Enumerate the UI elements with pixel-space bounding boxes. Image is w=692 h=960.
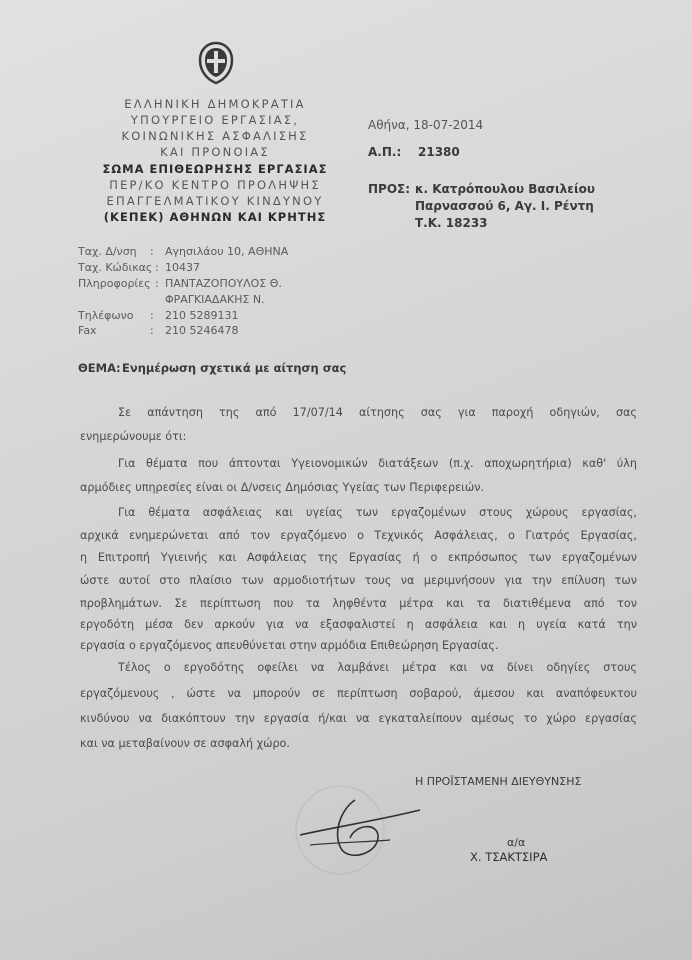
- body-line: Τέλος ο εργοδότης οφείλει να λαμβάνει μέτρα και να δίνει οδηγίες στους: [118, 661, 637, 674]
- header-line: ΚΟΙΝΩΝΙΚΗΣ ΑΣΦΑΛΙΣΗΣ: [121, 129, 309, 143]
- contact-value: 210 5246478: [165, 324, 239, 337]
- subject-label: ΘΕΜΑ:: [78, 361, 121, 375]
- contact-sep: :: [150, 309, 154, 322]
- recipient-address: Παρνασσού 6, Αγ. Ι. Ρέντη: [415, 199, 594, 213]
- greek-coat-of-arms-emblem: [194, 40, 238, 86]
- contact-value: ΠΑΝΤΑΖΟΠΟΥΛΟΣ Θ.: [165, 277, 282, 290]
- contact-value: 210 5289131: [165, 309, 239, 322]
- document-date: Αθήνα, 18-07-2014: [368, 118, 484, 132]
- contact-sep: :: [155, 261, 159, 274]
- signatory-title: Η ΠΡΟΪΣΤΑΜΕΝΗ ΔΙΕΥΘΥΝΣΗΣ: [415, 775, 582, 788]
- header-line: ΕΠΑΓΓΕΛΜΑΤΙΚΟΥ ΚΙΝΔΥΝΟΥ: [106, 194, 324, 208]
- body-line: Σε απάντηση της από 17/07/14 αίτησης σας για παροχή οδηγιών, σας: [118, 406, 637, 419]
- body-line: ενημερώνουμε ότι:: [80, 430, 187, 443]
- recipient-postcode: Τ.Κ. 18233: [415, 216, 488, 230]
- body-line: Για θέματα ασφάλειας και υγείας των εργαζομένων στους χώρους εργασίας,: [118, 506, 637, 519]
- contact-label: Πληροφορίες: [78, 277, 151, 290]
- body-line: ώστε αυτοί στο πλαίσιο των αρμοδιοτήτων τους να μεριμνήσουν για την επίλυση των: [80, 574, 637, 587]
- ref-number: 21380: [418, 145, 460, 159]
- header-line: ΠΕΡ/ΚΟ ΚΕΝΤΡΟ ΠΡΟΛΗΨΗΣ: [109, 178, 321, 192]
- header-line: ΣΩΜΑ ΕΠΙΘΕΩΡΗΣΗΣ ΕΡΓΑΣΙΑΣ: [102, 162, 328, 176]
- header-line: ΕΛΛΗΝΙΚΗ ΔΗΜΟΚΡΑΤΙΑ: [124, 97, 306, 111]
- recipient-label: ΠΡΟΣ:: [368, 182, 411, 196]
- body-line: Για θέματα που άπτονται Υγειονομικών διατάξεων (π.χ. αποχωρητήρια) καθ' ύλη: [118, 457, 637, 470]
- contact-value: 10437: [165, 261, 200, 274]
- subject-text: Ενημέρωση σχετικά με αίτηση σας: [122, 361, 347, 375]
- handwritten-signature-with-stamp: [270, 780, 440, 880]
- contact-value: ΦΡΑΓΚΙΑΔΑΚΗΣ Ν.: [165, 293, 265, 306]
- body-line: εργαζόμενους , ώστε να μπορούν σε περίπτωση σοβαρού, άμεσου και αναπόφευκτου: [80, 687, 637, 700]
- body-line: αρμόδιες υπηρεσίες είναι οι Δ/νσεις Δημόσιας Υγείας των Περιφερειών.: [80, 481, 485, 494]
- body-line: αρχικά ενημερώνεται από τον εργαζόμενο ο Τεχνικός Ασφάλειας, ο Γιατρός Εργασίας,: [80, 529, 637, 542]
- header-line: ΚΑΙ ΠΡΟΝΟΙΑΣ: [160, 145, 270, 159]
- recipient-name: κ. Κατρόπουλου Βασιλείου: [415, 182, 595, 196]
- contact-label: Ταχ. Δ/νση: [78, 245, 137, 258]
- body-line: κινδύνου να διακόπτουν την εργασία ή/και να εγκαταλείπουν αμέσως το χώρο εργασίας: [80, 712, 637, 725]
- contact-label: Τηλέφωνο: [78, 309, 134, 322]
- contact-value: Αγησιλάου 10, ΑΘΗΝΑ: [165, 245, 289, 258]
- header-line: ΥΠΟΥΡΓΕΙΟ ΕΡΓΑΣΙΑΣ,: [130, 113, 300, 127]
- body-line: προβλημάτων. Σε περίπτωση που τα ληφθέντα μέτρα και τα διατιθέμενα από τον: [80, 597, 637, 610]
- contact-label: Ταχ. Κώδικας: [78, 261, 153, 274]
- contact-label: Fax: [78, 324, 97, 337]
- contact-sep: :: [150, 245, 154, 258]
- body-line: εργασία ο εργαζόμενος απευθύνεται στην αρμόδια Επιθεώρηση Εργασίας.: [80, 639, 499, 652]
- body-line: η Επιτροπή Υγιεινής και Ασφάλειας της Εργασίας ή ο εκπρόσωπος των εργαζομένων: [80, 551, 637, 564]
- body-line: εργοδότη μέσα δεν αρκούν για να εξασφαλιστεί η ασφάλεια και η υγεία κατά την: [80, 618, 637, 631]
- on-behalf-mark: α/α: [507, 836, 526, 849]
- header-line: (ΚΕΠΕΚ) ΑΘΗΝΩΝ ΚΑΙ ΚΡΗΤΗΣ: [103, 210, 327, 224]
- contact-sep: :: [155, 277, 159, 290]
- contact-sep: :: [150, 324, 154, 337]
- body-line: και να μεταβαίνουν σε ασφαλή χώρο.: [80, 737, 290, 750]
- ref-label: Α.Π.:: [368, 145, 402, 159]
- signatory-name: Χ. ΤΣΑΚΤΣΙΡΑ: [470, 850, 548, 864]
